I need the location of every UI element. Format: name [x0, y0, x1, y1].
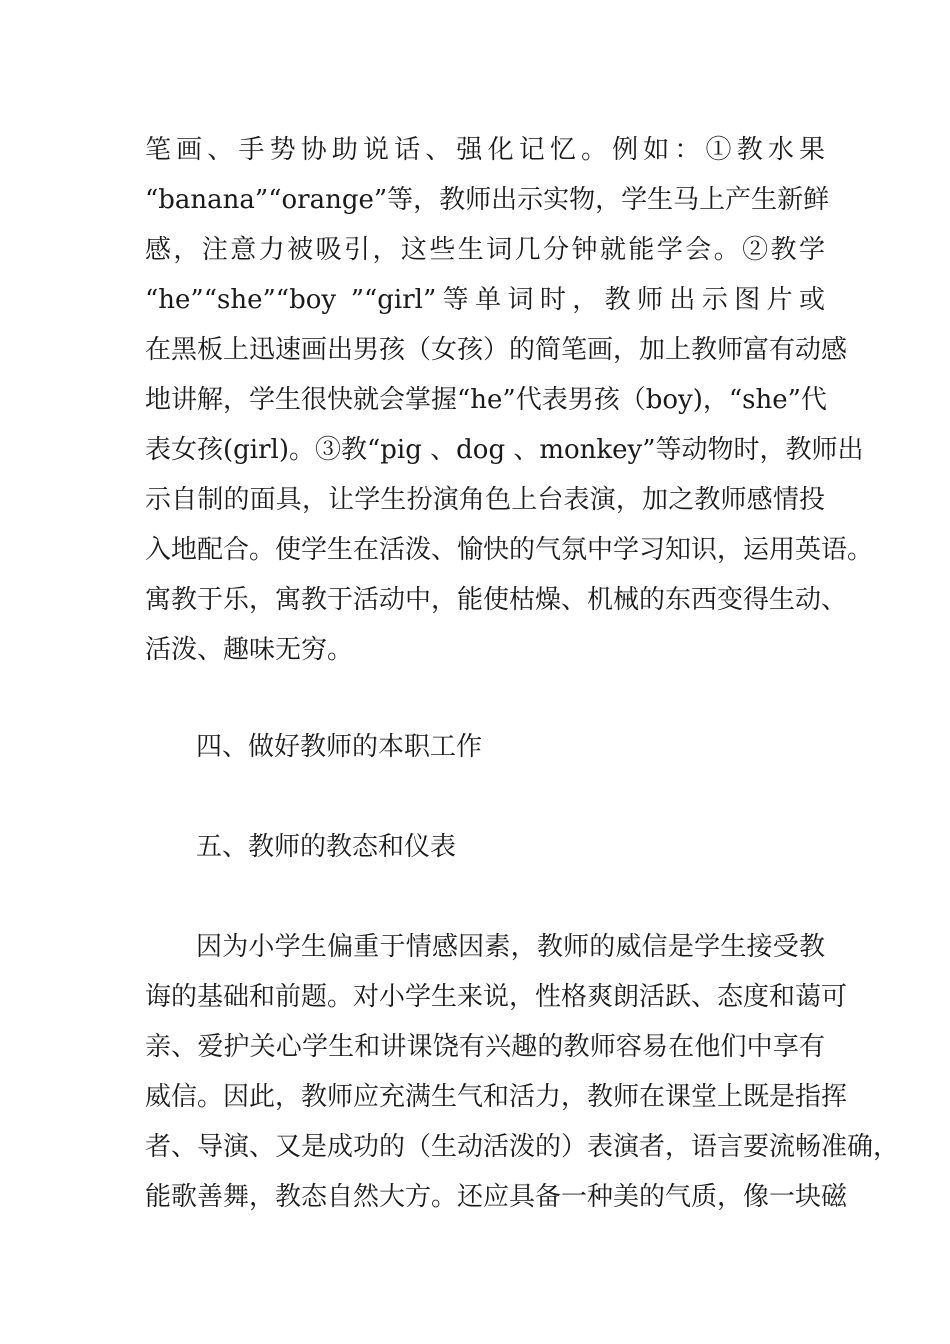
text-line: 寓教于乐，寓教于活动中，能使枯燥、机械的东西变得生动、: [145, 585, 848, 615]
text-line: 示自制的面具，让学生扮演角色上台表演，加之教师感情投: [145, 485, 825, 515]
text-line: 表女孩(girl)。③教“pig 、dog 、monkey”等动物时，教师出: [145, 435, 864, 465]
text-line: 亲、爱护关心学生和讲课饶有兴趣的教师容易在他们中享有: [145, 1032, 825, 1062]
text-line: 威信。因此，教师应充满生气和活力，教师在课堂上既是指挥: [145, 1082, 848, 1112]
text-line: 能歌善舞，教态自然大方。还应具备一种美的气质，像一块磁: [145, 1182, 848, 1212]
section-heading-5: 五、教师的教态和仪表: [196, 832, 457, 862]
text-line: 活泼、趣味无穷。: [145, 635, 354, 665]
text-line: 地讲解，学生很快就会掌握“he”代表男孩（boy)，“she”代: [145, 385, 827, 415]
text-line: 诲的基础和前题。对小学生来说，性格爽朗活跃、态度和蔼可: [145, 982, 848, 1012]
text-line: 入地配合。使学生在活泼、愉快的气氛中学习知识，运用英语。: [145, 535, 874, 565]
text-line: “banana”“orange”等，教师出示实物，学生马上产生新鲜: [145, 185, 830, 215]
text-line: 因为小学生偏重于情感因素，教师的威信是学生接受教: [196, 932, 825, 962]
text-line: 笔画、手势协助说话、强化记忆。例如：①教水果: [145, 135, 825, 165]
text-line: 者、导演、又是成功的（生动活泼的）表演者，语言要流畅准确，: [145, 1132, 900, 1162]
section-heading-4: 四、做好教师的本职工作: [196, 732, 483, 762]
text-line: 在黑板上迅速画出男孩（女孩）的简笔画，加上教师富有动感: [145, 335, 848, 365]
text-line: “he”“she”“boy ”“girl”等单词时，教师出示图片或: [145, 285, 825, 315]
text-line: 感，注意力被吸引，这些生词几分钟就能学会。②教学: [145, 235, 825, 265]
